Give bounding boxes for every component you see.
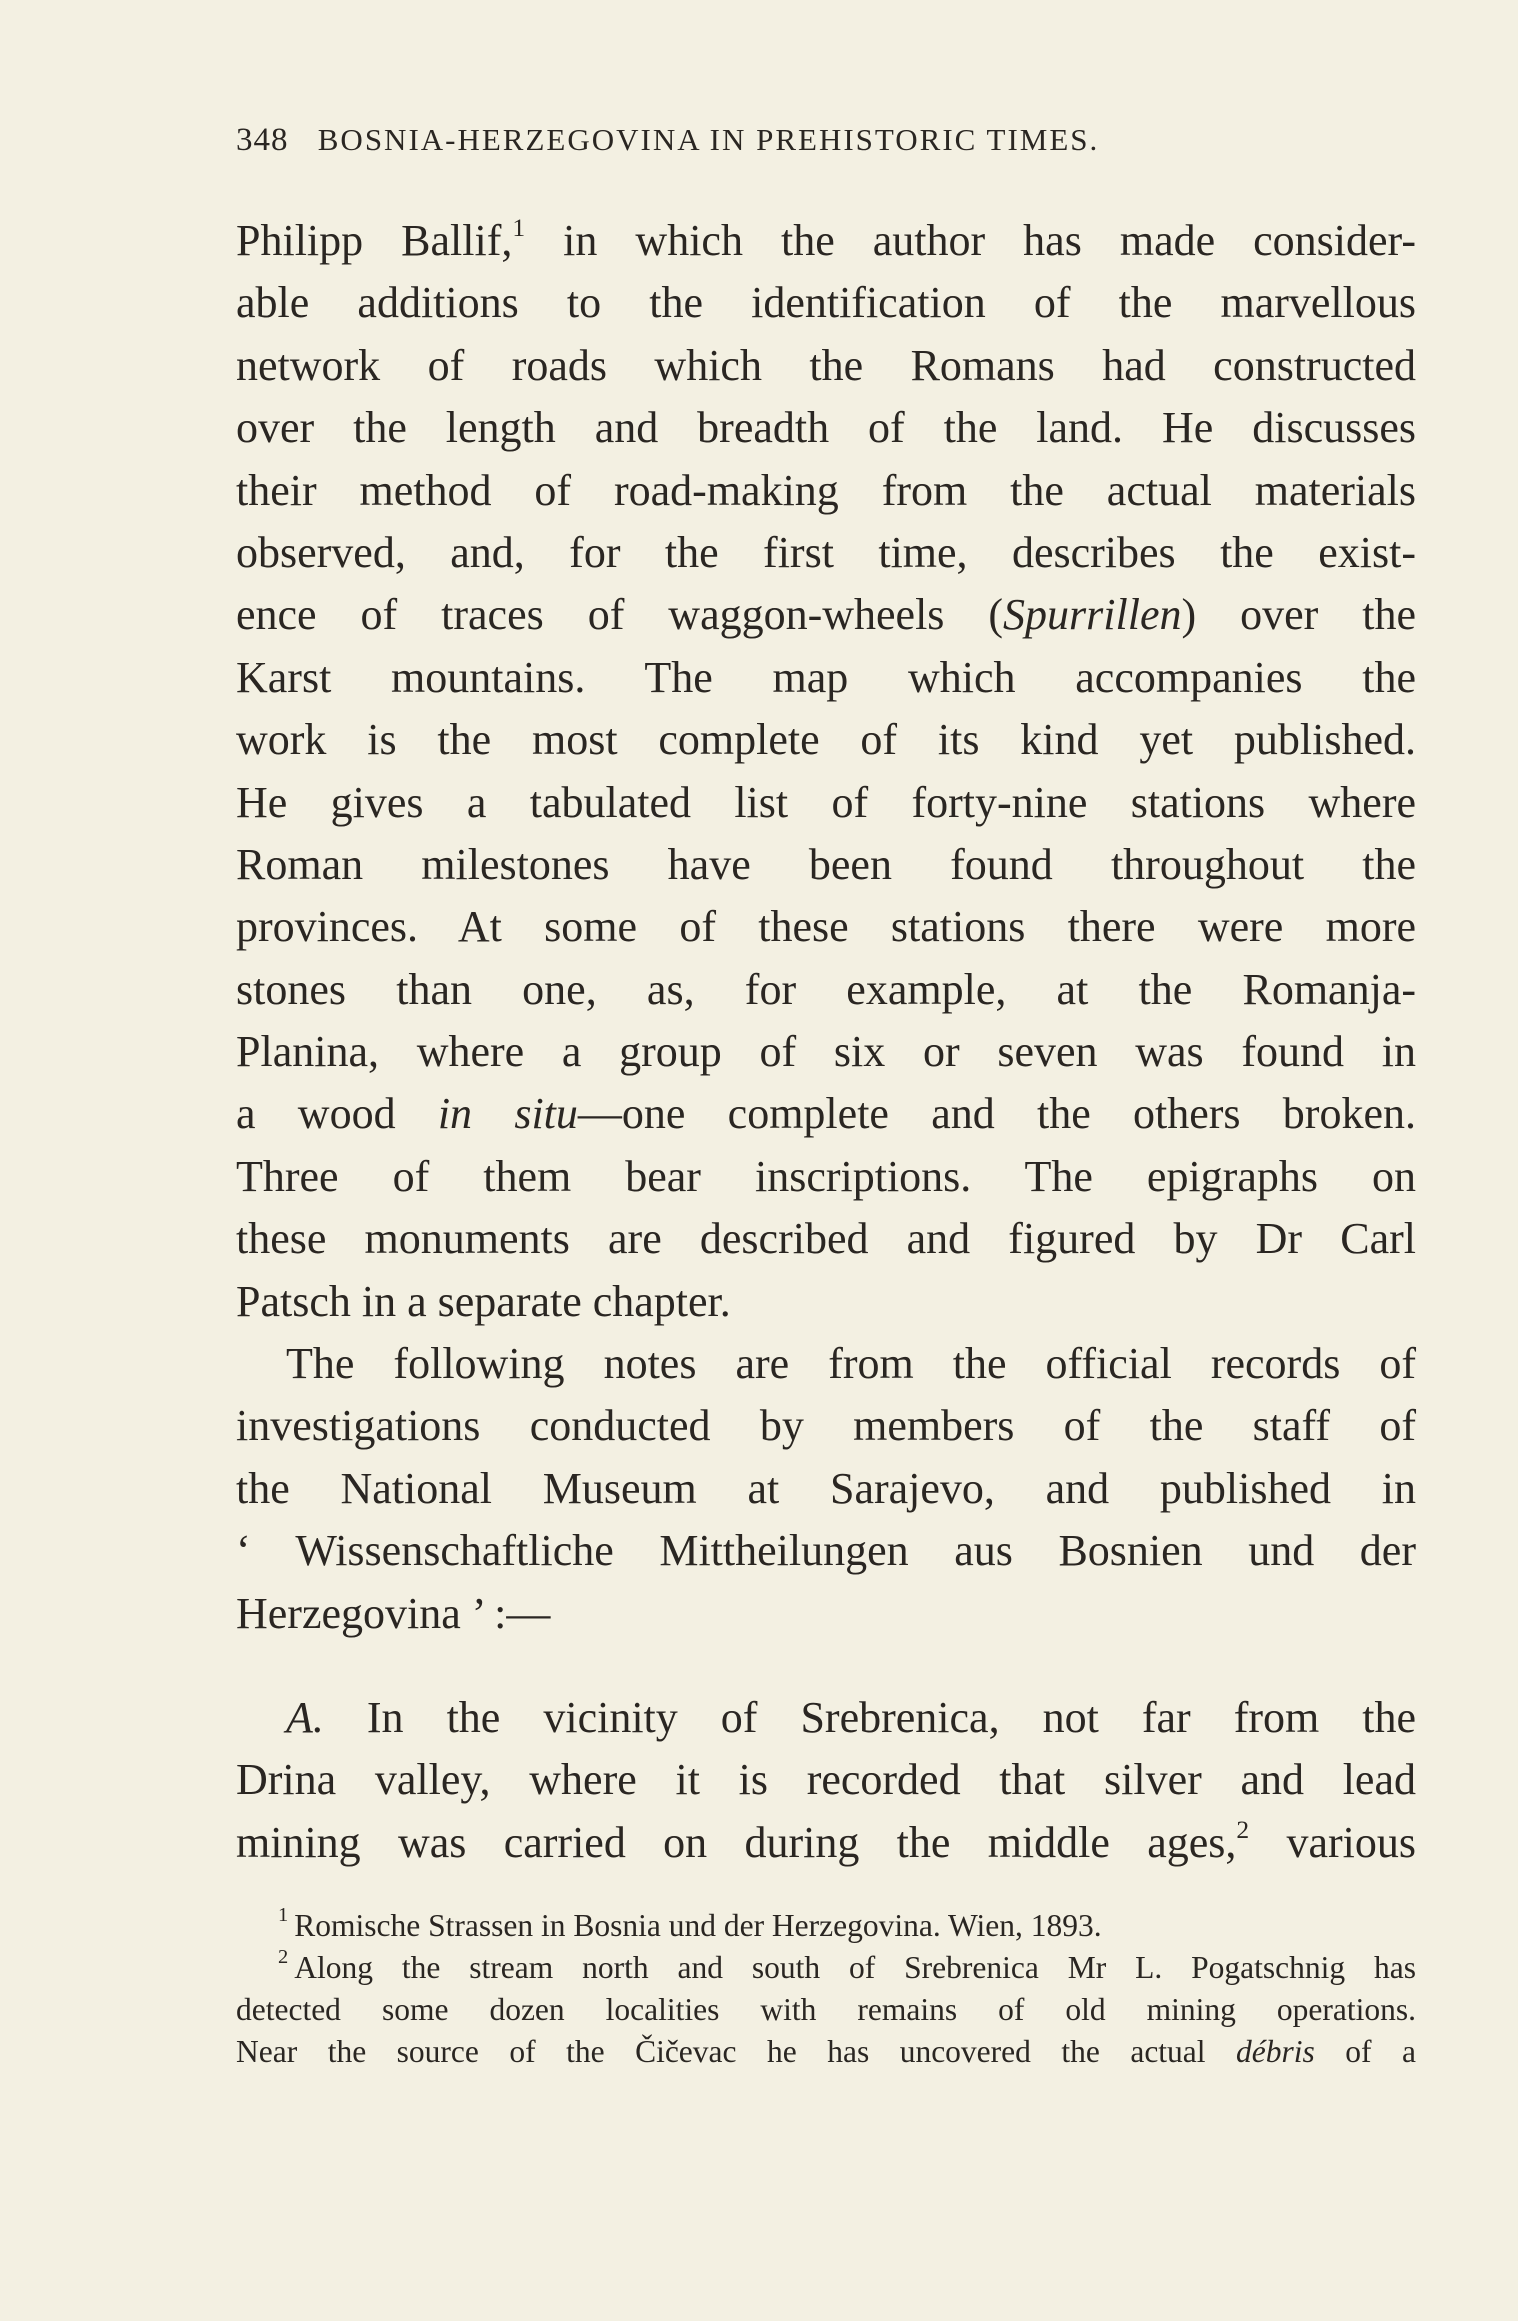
section-letter: A. xyxy=(286,1692,324,1742)
text-line: observed, and, for the first time, describes the exist- xyxy=(236,527,1416,577)
text-line: Karst mountains. The map which accompanies the xyxy=(236,652,1416,702)
footnotes xyxy=(236,1905,1416,2073)
text-line: A. In the vicinity of Srebrenica, not far from the xyxy=(286,1692,1416,1742)
text-line: Roman milestones have been found throughout the xyxy=(236,839,1416,889)
footnote-1: $^1$ Romische Strassen in Bosnia und der Herzegovina. Wien, 1893. xyxy=(278,1903,1102,1943)
page-number: 348 xyxy=(236,122,289,158)
text-line: Herzegovina ’ :— xyxy=(236,1588,551,1638)
text-line: Patsch in a separate chapter. xyxy=(236,1276,731,1326)
running-title: BOSNIA-HERZEGOVINA IN PREHISTORIC TIMES. xyxy=(317,122,1100,157)
text-line: stones than one, as, for example, at the Romanja- xyxy=(236,964,1416,1014)
text-line: work is the most complete of its kind yet published. xyxy=(236,715,1416,765)
text-line: The following notes are from the official records of xyxy=(286,1339,1416,1389)
text-line: network of roads which the Romans had constructed xyxy=(236,340,1416,390)
text-line: provinces. At some of these stations there were more xyxy=(236,902,1416,952)
footnote-2-line: detected some dozen localities with remains of old mining operations. xyxy=(236,1992,1416,2027)
main-text xyxy=(236,210,1416,1874)
text-line: Planina, where a group of six or seven was found in xyxy=(236,1027,1416,1077)
text-line: mining was carried on during the middle ages,$^2$ various xyxy=(236,1814,1417,1867)
footnote-ref: 2 xyxy=(1236,1814,1250,1844)
italic-term: in situ xyxy=(437,1089,578,1139)
text-line: ence of traces of waggon-wheels (Spurrillen) over the xyxy=(236,590,1416,640)
text-line: their method of road-making from the actual materials xyxy=(236,465,1416,515)
footnote-2: $^2$ Along the stream north and south of Srebrenica Mr L. Pogatschnig has xyxy=(278,1945,1416,1985)
text-line: Philipp Ballif,$^1$ in which the author has made consider- xyxy=(236,212,1416,265)
footnote-2-line: Near the source of the Čičevac he has uncovered the actual débris of a xyxy=(236,2034,1416,2069)
text-line: Three of them bear inscriptions. The epigraphs on xyxy=(236,1151,1416,1201)
running-header xyxy=(236,122,1416,159)
text-line: investigations conducted by members of the staff of xyxy=(236,1401,1416,1451)
text-line: He gives a tabulated list of forty-nine stations where xyxy=(236,777,1416,827)
text-line: these monuments are described and figured by Dr Carl xyxy=(236,1214,1416,1264)
text-line: able additions to the identification of the marvellous xyxy=(236,278,1416,328)
footnote-ref: 1 xyxy=(512,212,526,242)
text-line: a wood in situ—one complete and the others broken. xyxy=(236,1089,1416,1139)
text-line: Drina valley, where it is recorded that silver and lead xyxy=(236,1755,1416,1805)
italic-term: Spurrillen xyxy=(1003,590,1182,640)
text-line: over the length and breadth of the land. He discusses xyxy=(236,403,1416,453)
text-line: ‘ Wissenschaftliche Mittheilungen aus Bosnien und der xyxy=(236,1526,1416,1576)
text-line: the National Museum at Sarajevo, and published in xyxy=(236,1463,1416,1513)
